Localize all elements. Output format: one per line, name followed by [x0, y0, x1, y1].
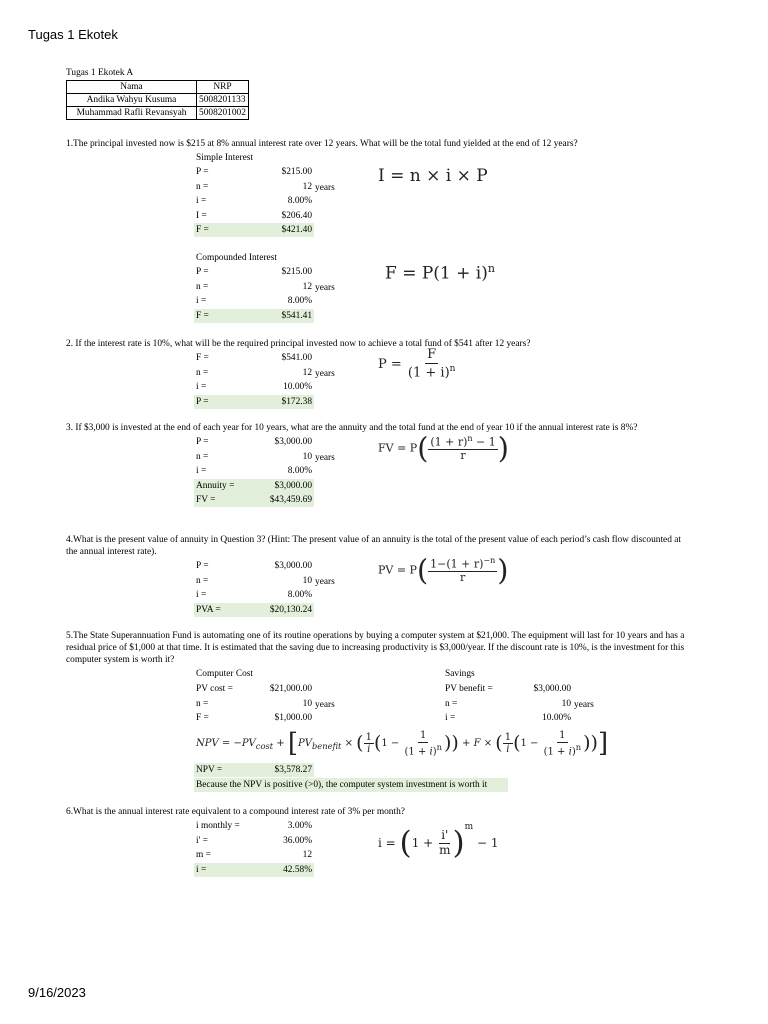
formula-lhs: i = — [378, 836, 396, 850]
formula-text: F = P(1 + i) — [385, 263, 488, 284]
savings-heading: Savings — [445, 669, 475, 679]
calc-label: i' = — [196, 835, 208, 846]
present-value-annuity-formula — [378, 553, 509, 588]
numerator-exponent: −n — [483, 556, 496, 565]
open-paren: ( — [417, 431, 429, 466]
formula-denominator — [406, 364, 458, 381]
close-paren: ) — [497, 431, 509, 466]
calc-label: i = — [196, 196, 207, 206]
question-2: 2. If the interest rate is 10%, what will be the required principal invested now to achieve a total fund of $541 after 12 years? — [66, 339, 531, 349]
member-name: Andika Wahyu Kusuma — [67, 94, 197, 107]
formula-numerator: F — [427, 347, 437, 362]
formula-one: 1 + — [411, 836, 434, 850]
formula-numerator — [428, 434, 497, 450]
calc-label: P = — [196, 561, 209, 571]
calc-value: 12 — [302, 850, 312, 860]
calc-label: F = — [196, 353, 209, 363]
formula-fraction — [428, 556, 497, 585]
calc-value: 42.58% — [283, 864, 312, 875]
calc-label: n = — [196, 575, 209, 586]
formula-denominator: r — [460, 571, 466, 585]
calc-label: n = — [196, 451, 209, 462]
numerator-exponent: n — [467, 434, 473, 443]
calc-value: 10 — [561, 698, 571, 709]
calc-label: i = — [196, 296, 207, 306]
header-nrp: NRP — [197, 81, 249, 94]
members-table-header — [67, 81, 249, 94]
calc-value: 36.00% — [283, 835, 312, 846]
calc-label: i = — [196, 590, 207, 600]
calc-value: $215.00 — [281, 167, 312, 177]
calc-value: $541.41 — [281, 310, 312, 321]
calc-label: F = — [196, 310, 209, 321]
compound-interest-heading: Compounded Interest — [196, 253, 277, 263]
calc-value: $3,000.00 — [274, 437, 312, 447]
calc-label: P = — [196, 267, 209, 277]
calc-value: 8.00% — [287, 296, 312, 306]
page-header-title: Tugas 1 Ekotek — [28, 27, 118, 42]
calc-label: P = — [196, 167, 209, 177]
calc-label: n = — [445, 698, 458, 709]
calc-label: PV cost = — [196, 684, 233, 694]
present-value-formula — [378, 348, 457, 381]
calc-value: $1,000.00 — [274, 713, 312, 723]
calc-value: $172.38 — [281, 396, 312, 407]
question-3: 3. If $3,000 is invested at the end of each year for 10 years, what are the annuity and the total fund at the end of year 10 if the annual interest rate is 8%? — [66, 423, 638, 433]
calc-value: $541.00 — [281, 353, 312, 363]
calc-value: $43,459.69 — [269, 495, 312, 505]
calc-label: I = — [196, 210, 207, 221]
calc-label: i = — [196, 466, 207, 476]
calc-value: $3,000.00 — [274, 480, 312, 491]
sheet-title: Tugas 1 Ekotek A — [66, 68, 134, 78]
calc-value: $206.40 — [281, 210, 312, 221]
calc-value: 12 — [302, 181, 312, 192]
calc-label: PV benefit = — [445, 684, 493, 694]
calc-unit: years — [315, 699, 335, 710]
calc-value: 10 — [302, 698, 312, 709]
calc-label: Annuity = — [196, 480, 235, 491]
npv-label: NPV = — [196, 765, 223, 775]
calc-label: i monthly = — [196, 821, 240, 831]
header-nama: Nama — [67, 81, 197, 94]
open-paren: ( — [416, 553, 429, 588]
calc-label: m = — [196, 850, 211, 860]
denominator-base: (1 + i) — [407, 365, 450, 381]
calc-label: n = — [196, 181, 209, 192]
formula-fraction — [437, 829, 452, 858]
computer-cost-heading: Computer Cost — [196, 669, 254, 679]
formula-numerator — [428, 556, 497, 572]
simple-interest-formula: I = n × i × P — [378, 166, 488, 186]
close-paren: ) — [497, 553, 509, 588]
calc-unit: years — [315, 368, 335, 379]
table-row — [67, 107, 249, 120]
calc-value: $20,130.24 — [269, 604, 312, 615]
question-6: 6.What is the annual interest rate equivalent to a compound interest rate of 3% per month? — [66, 807, 405, 817]
question-5: 5.The State Superannuation Fund is automating one of its routine operations by buying a computer system at $21,000. The equipment will last for 10 years and has a residual price of $1,000 at that time. It is estimated that the saving due to increasing productivity is $3,000/year. If the discount rate is 10%, is the investment for this computer system is worth it? — [66, 631, 685, 665]
formula-fraction — [428, 434, 497, 463]
calc-value: 12 — [302, 281, 312, 292]
calc-label: FV = — [196, 495, 216, 505]
table-row — [67, 94, 249, 107]
formula-lhs: FV = P — [378, 441, 418, 455]
calc-value: 8.00% — [287, 196, 312, 206]
calc-label: P = — [196, 437, 209, 447]
calc-unit: years — [574, 699, 594, 710]
calc-label: n = — [196, 367, 209, 378]
formula-tail: − 1 — [477, 836, 499, 850]
open-paren: ( — [399, 824, 412, 861]
formula-denominator: r — [460, 449, 466, 463]
calc-label: i = — [196, 864, 207, 875]
numerator-tail: − 1 — [472, 435, 496, 449]
calc-value: 10 — [302, 575, 312, 586]
calc-label: i = — [445, 713, 456, 723]
calc-unit: years — [315, 576, 335, 587]
question-4: 4.What is the present value of annuity in Question 3? (Hint: The present value of an annuity is the total of the present value of each period’s cash flow discounted at the annual interest rate). — [66, 535, 682, 557]
calc-value: $3,000.00 — [274, 561, 312, 571]
calc-value: $21,000.00 — [269, 684, 312, 694]
calc-label: F = — [196, 225, 209, 235]
member-name: Muhammad Rafli Revansyah — [67, 107, 197, 120]
calc-value: 8.00% — [287, 466, 312, 476]
numerator-base: (1 + r) — [430, 435, 468, 449]
formula-numerator: i' — [441, 828, 449, 843]
calc-label: PVA = — [196, 604, 221, 615]
calc-unit: years — [315, 182, 335, 193]
formula-denominator: m — [439, 843, 451, 857]
future-value-annuity-formula — [378, 431, 509, 466]
calc-label: F = — [196, 713, 209, 723]
npv-conclusion: Because the NPV is positive (>0), the computer system investment is worth it — [196, 780, 488, 790]
simple-interest-heading: Simple Interest — [196, 153, 254, 163]
calc-label: n = — [196, 281, 209, 292]
question-1: 1.The principal invested now is $215 at 8% annual interest rate over 12 years. What will be the total fund yielded at the end of 12 years? — [66, 139, 578, 149]
calc-value: $215.00 — [281, 267, 312, 277]
calc-label: i = — [196, 382, 207, 392]
calc-unit: years — [315, 452, 335, 463]
npv-formula: NPV = $-PV_{cost} + [PV_{benefit}$ × ( $\frac{1}{i}$ (1 − $\frac{1}{(1 + i)^n}$ )) + F × ( $\frac{1}{i}$ (1 − $\frac{1}{(1 + i)^n}$ ))] — [196, 728, 609, 759]
effective-rate-formula — [378, 822, 499, 859]
formula-lhs: P = — [378, 357, 402, 373]
calc-value: 12 — [302, 367, 312, 378]
page-footer-date: 9/16/2023 — [28, 985, 86, 1000]
close-paren: ) — [452, 824, 465, 861]
numerator-base: 1−(1 + r) — [430, 557, 484, 571]
member-nrp: 5008201002 — [197, 107, 249, 120]
members-table — [66, 80, 249, 120]
calc-unit: years — [315, 282, 335, 293]
calc-label: n = — [196, 698, 209, 709]
calc-value: 8.00% — [287, 590, 312, 600]
formula-exponent: m — [464, 822, 474, 832]
formula-fraction — [406, 348, 458, 381]
calc-value: $421.40 — [281, 225, 312, 235]
denominator-exponent: n — [449, 363, 456, 374]
compound-interest-formula — [385, 262, 495, 284]
formula-lhs: PV = P — [378, 563, 417, 577]
calc-value: 10 — [302, 451, 312, 462]
member-nrp: 5008201133 — [197, 94, 249, 107]
npv-value: $3,578.27 — [274, 765, 312, 775]
calc-value: 10.00% — [542, 713, 571, 723]
formula-exponent: n — [487, 262, 495, 275]
calc-value: $3,000.00 — [533, 684, 571, 694]
calc-label: P = — [196, 396, 209, 407]
calc-value: 10.00% — [283, 382, 312, 392]
calc-value: 3.00% — [287, 821, 312, 831]
